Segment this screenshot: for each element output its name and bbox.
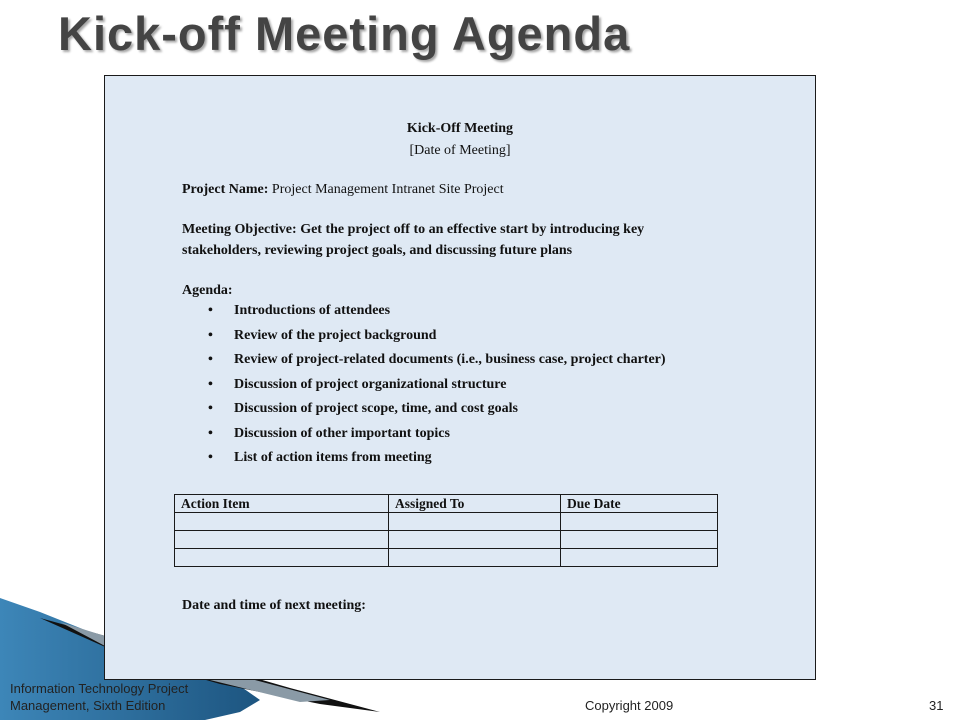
- agenda-item: [204, 401, 666, 426]
- agenda-item: [204, 426, 666, 451]
- table-cell: [389, 531, 561, 549]
- project-name-label: Project Name:: [182, 182, 269, 197]
- agenda-list: [204, 303, 666, 475]
- footer-copyright: Copyright 2009: [585, 698, 674, 713]
- bullet-icon: •: [208, 450, 213, 465]
- footer-source-line1: Information Technology Project: [10, 681, 189, 696]
- table-cell: [389, 549, 561, 567]
- bullet-icon: •: [208, 376, 213, 392]
- objective-label: Meeting Objective:: [182, 222, 297, 237]
- agenda-item: [204, 450, 666, 475]
- project-name-line: [182, 182, 504, 198]
- table-cell: [175, 513, 389, 531]
- objective-text-line1: Get the project off to an effective start by introducing key: [300, 222, 645, 237]
- column-header-action-item: Action Item: [175, 495, 389, 513]
- table-row: [175, 549, 718, 567]
- document-subheading: [Date of Meeting]: [409, 143, 511, 158]
- agenda-item: [204, 328, 666, 353]
- document-heading: Kick-Off Meeting: [406, 121, 514, 136]
- project-name-value: Project Management Intranet Site Project: [271, 182, 504, 197]
- table-cell: [389, 513, 561, 531]
- agenda-label: Agenda:: [182, 283, 233, 298]
- bullet-icon: •: [208, 401, 213, 416]
- table-row: [175, 531, 718, 549]
- agenda-item-text: Review of the project background: [234, 327, 437, 343]
- agenda-item: [204, 303, 666, 328]
- agenda-item-text: Discussion of project scope, time, and cost goals: [234, 401, 519, 416]
- agenda-item: [204, 377, 666, 402]
- table-cell: [561, 549, 718, 567]
- agenda-item-text: Discussion of other important topics: [234, 425, 450, 441]
- document-image: [104, 75, 816, 680]
- bullet-icon: •: [208, 327, 213, 343]
- agenda-item-text: Introductions of attendees: [234, 303, 391, 318]
- agenda-item-text: List of action items from meeting: [234, 450, 432, 465]
- table-cell: [175, 549, 389, 567]
- column-header-due-date: Due Date: [561, 495, 718, 513]
- table-row: [175, 513, 718, 531]
- table-cell: [561, 513, 718, 531]
- agenda-item-text: Discussion of project organizational structure: [234, 376, 507, 392]
- bullet-icon: •: [208, 352, 213, 367]
- table-header-row: [175, 495, 718, 513]
- bullet-icon: •: [208, 303, 213, 318]
- objective-line: [182, 222, 644, 238]
- objective-text-line2: stakeholders, reviewing project goals, and discussing future plans: [182, 243, 573, 258]
- table-cell: [175, 531, 389, 549]
- page-number: 31: [929, 698, 944, 713]
- table-cell: [561, 531, 718, 549]
- agenda-item: [204, 352, 666, 377]
- column-header-assigned-to: Assigned To: [389, 495, 561, 513]
- next-meeting-label: Date and time of next meeting:: [182, 598, 366, 613]
- slide-title: Kick-off Meeting Agenda: [58, 7, 631, 60]
- bullet-icon: •: [208, 425, 213, 441]
- footer-source-line2: Management, Sixth Edition: [10, 698, 166, 713]
- footer-source: [10, 680, 188, 714]
- agenda-item-text: Review of project-related documents (i.e., business case, project charter): [234, 352, 666, 367]
- action-items-table: [174, 494, 718, 567]
